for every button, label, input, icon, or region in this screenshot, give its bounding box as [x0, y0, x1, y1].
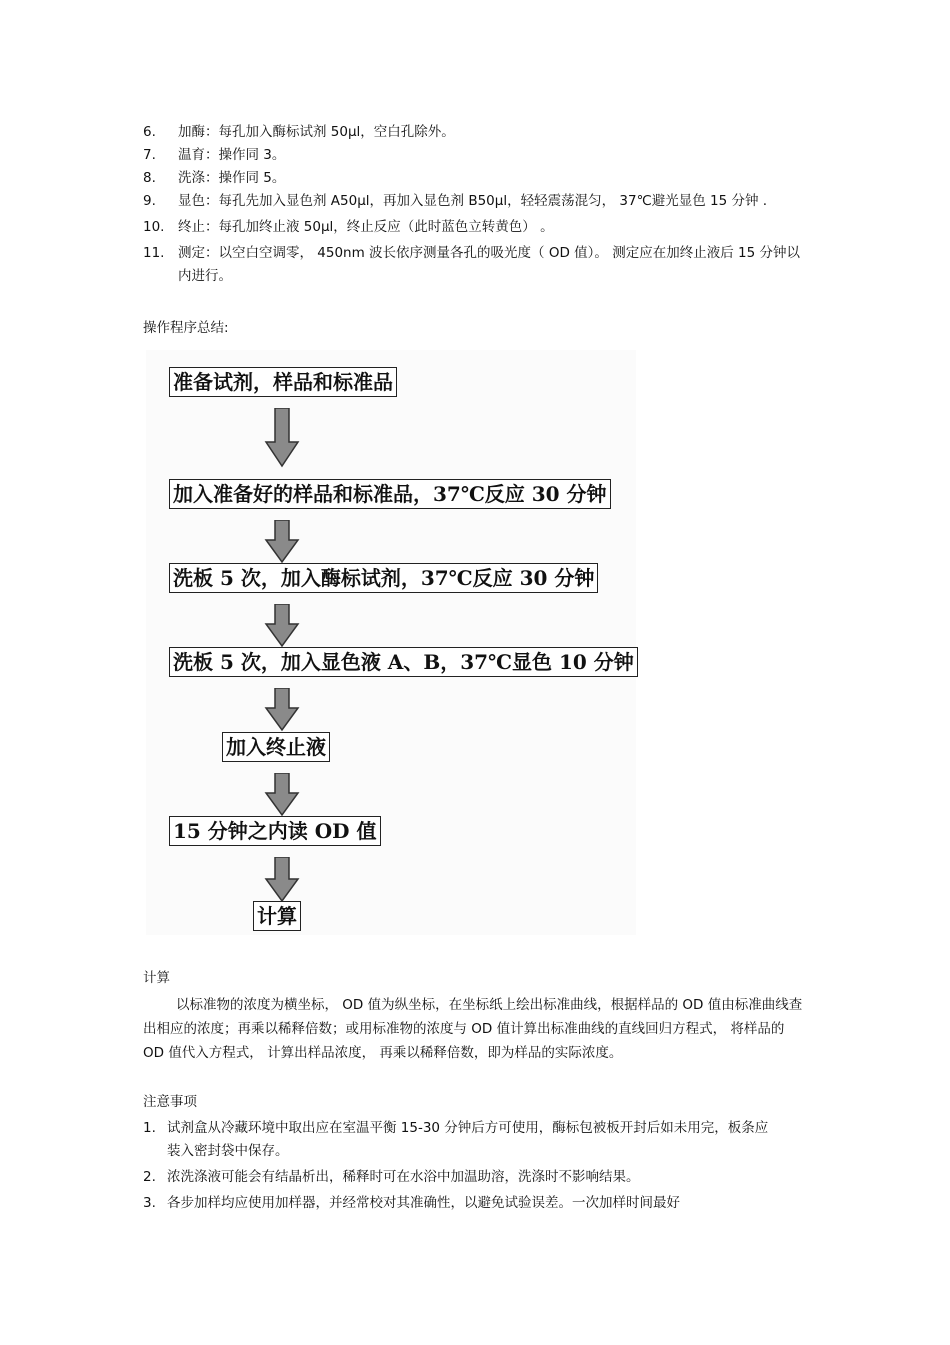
calc-heading: 计算 — [143, 970, 170, 986]
note-item-1 — [143, 1117, 808, 1163]
step-8 — [143, 167, 808, 190]
step-number: 6. — [143, 124, 156, 140]
step-number: 8. — [143, 170, 156, 186]
step-6 — [143, 121, 808, 144]
note-number: 3. — [143, 1195, 156, 1211]
step-9 — [143, 190, 808, 213]
calc-paragraph — [143, 993, 803, 1065]
step-11 — [143, 242, 808, 288]
note-item-3 — [143, 1192, 808, 1215]
step-7 — [143, 144, 808, 167]
step-number: 7. — [143, 147, 156, 163]
flow-box-calculate: 计算 — [253, 901, 301, 931]
step-number: 10. — [143, 219, 165, 235]
flow-box-add-samples: 加入准备好的样品和标准品，37℃反应 30 分钟 — [169, 479, 611, 509]
note-text: 浓洗涤液可能会有结晶析出，稀释时可在水浴中加温助溶，洗涤时不影响结果。 — [167, 1169, 640, 1185]
note-number: 1. — [143, 1120, 156, 1136]
flow-box-stop: 加入终止液 — [222, 732, 330, 762]
summary-heading: 操作程序总结: — [143, 320, 229, 336]
note-number: 2. — [143, 1169, 156, 1185]
step-number: 9. — [143, 193, 156, 209]
flow-arrow-4 — [264, 688, 300, 732]
notes-list — [143, 1117, 808, 1215]
calc-paragraph-text: 以标准物的浓度为横坐标， OD 值为纵坐标，在坐标纸上绘出标准曲线，根据样品的 OD 值由标准曲线查出相应的浓度；再乘以稀释倍数；或用标准物的浓度与 OD 值计算出标准曲线的直线回归方程式， 将样品的 OD 值代入方程式， 计算出样品浓度， 再乘以稀释倍数，即为样品的实际浓度。 — [143, 997, 803, 1061]
flow-arrow-3 — [264, 604, 300, 648]
flow-arrow-1 — [264, 408, 300, 468]
step-text: 洗涤：操作同 5。 — [178, 170, 286, 186]
flow-box-wash-enzyme: 洗板 5 次，加入酶标试剂，37℃反应 30 分钟 — [169, 563, 598, 593]
notes-heading: 注意事项 — [143, 1094, 197, 1110]
flow-box-read-od: 15 分钟之内读 OD 值 — [169, 816, 381, 846]
flow-box-prepare: 准备试剂，样品和标准品 — [169, 367, 397, 397]
flow-box-wash-color: 洗板 5 次，加入显色液 A、B，37℃显色 10 分钟 — [169, 647, 638, 677]
step-text: 测定：以空白空调零， 450nm 波长依序测量各孔的吸光度（ OD 值）。 测定应在加终止液后 15 分钟以内进行。 — [178, 245, 800, 284]
step-text: 温育：操作同 3。 — [178, 147, 286, 163]
flow-arrow-5 — [264, 773, 300, 817]
flowchart — [146, 350, 636, 935]
step-10 — [143, 216, 808, 239]
step-number: 11. — [143, 245, 165, 261]
note-text: 试剂盒从冷藏环境中取出应在室温平衡 15-30 分钟后方可使用，酶标包被板开封后如未用完，板条应装入密封袋中保存。 — [167, 1120, 769, 1159]
step-text: 显色：每孔先加入显色剂 A50μl，再加入显色剂 B50μl，轻轻震荡混匀， 37℃避光显色 15 分钟 . — [178, 193, 768, 209]
note-text: 各步加样均应使用加样器，并经常校对其准确性，以避免试验误差。一次加样时间最好 — [167, 1195, 680, 1211]
procedure-steps — [143, 121, 808, 288]
flow-arrow-6 — [264, 857, 300, 903]
note-item-2 — [143, 1166, 808, 1189]
flow-arrow-2 — [264, 520, 300, 564]
step-text: 终止：每孔加终止液 50μl，终止反应（此时蓝色立转黄色） 。 — [178, 219, 554, 235]
step-text: 加酶：每孔加入酶标试剂 50μl，空白孔除外。 — [178, 124, 455, 140]
